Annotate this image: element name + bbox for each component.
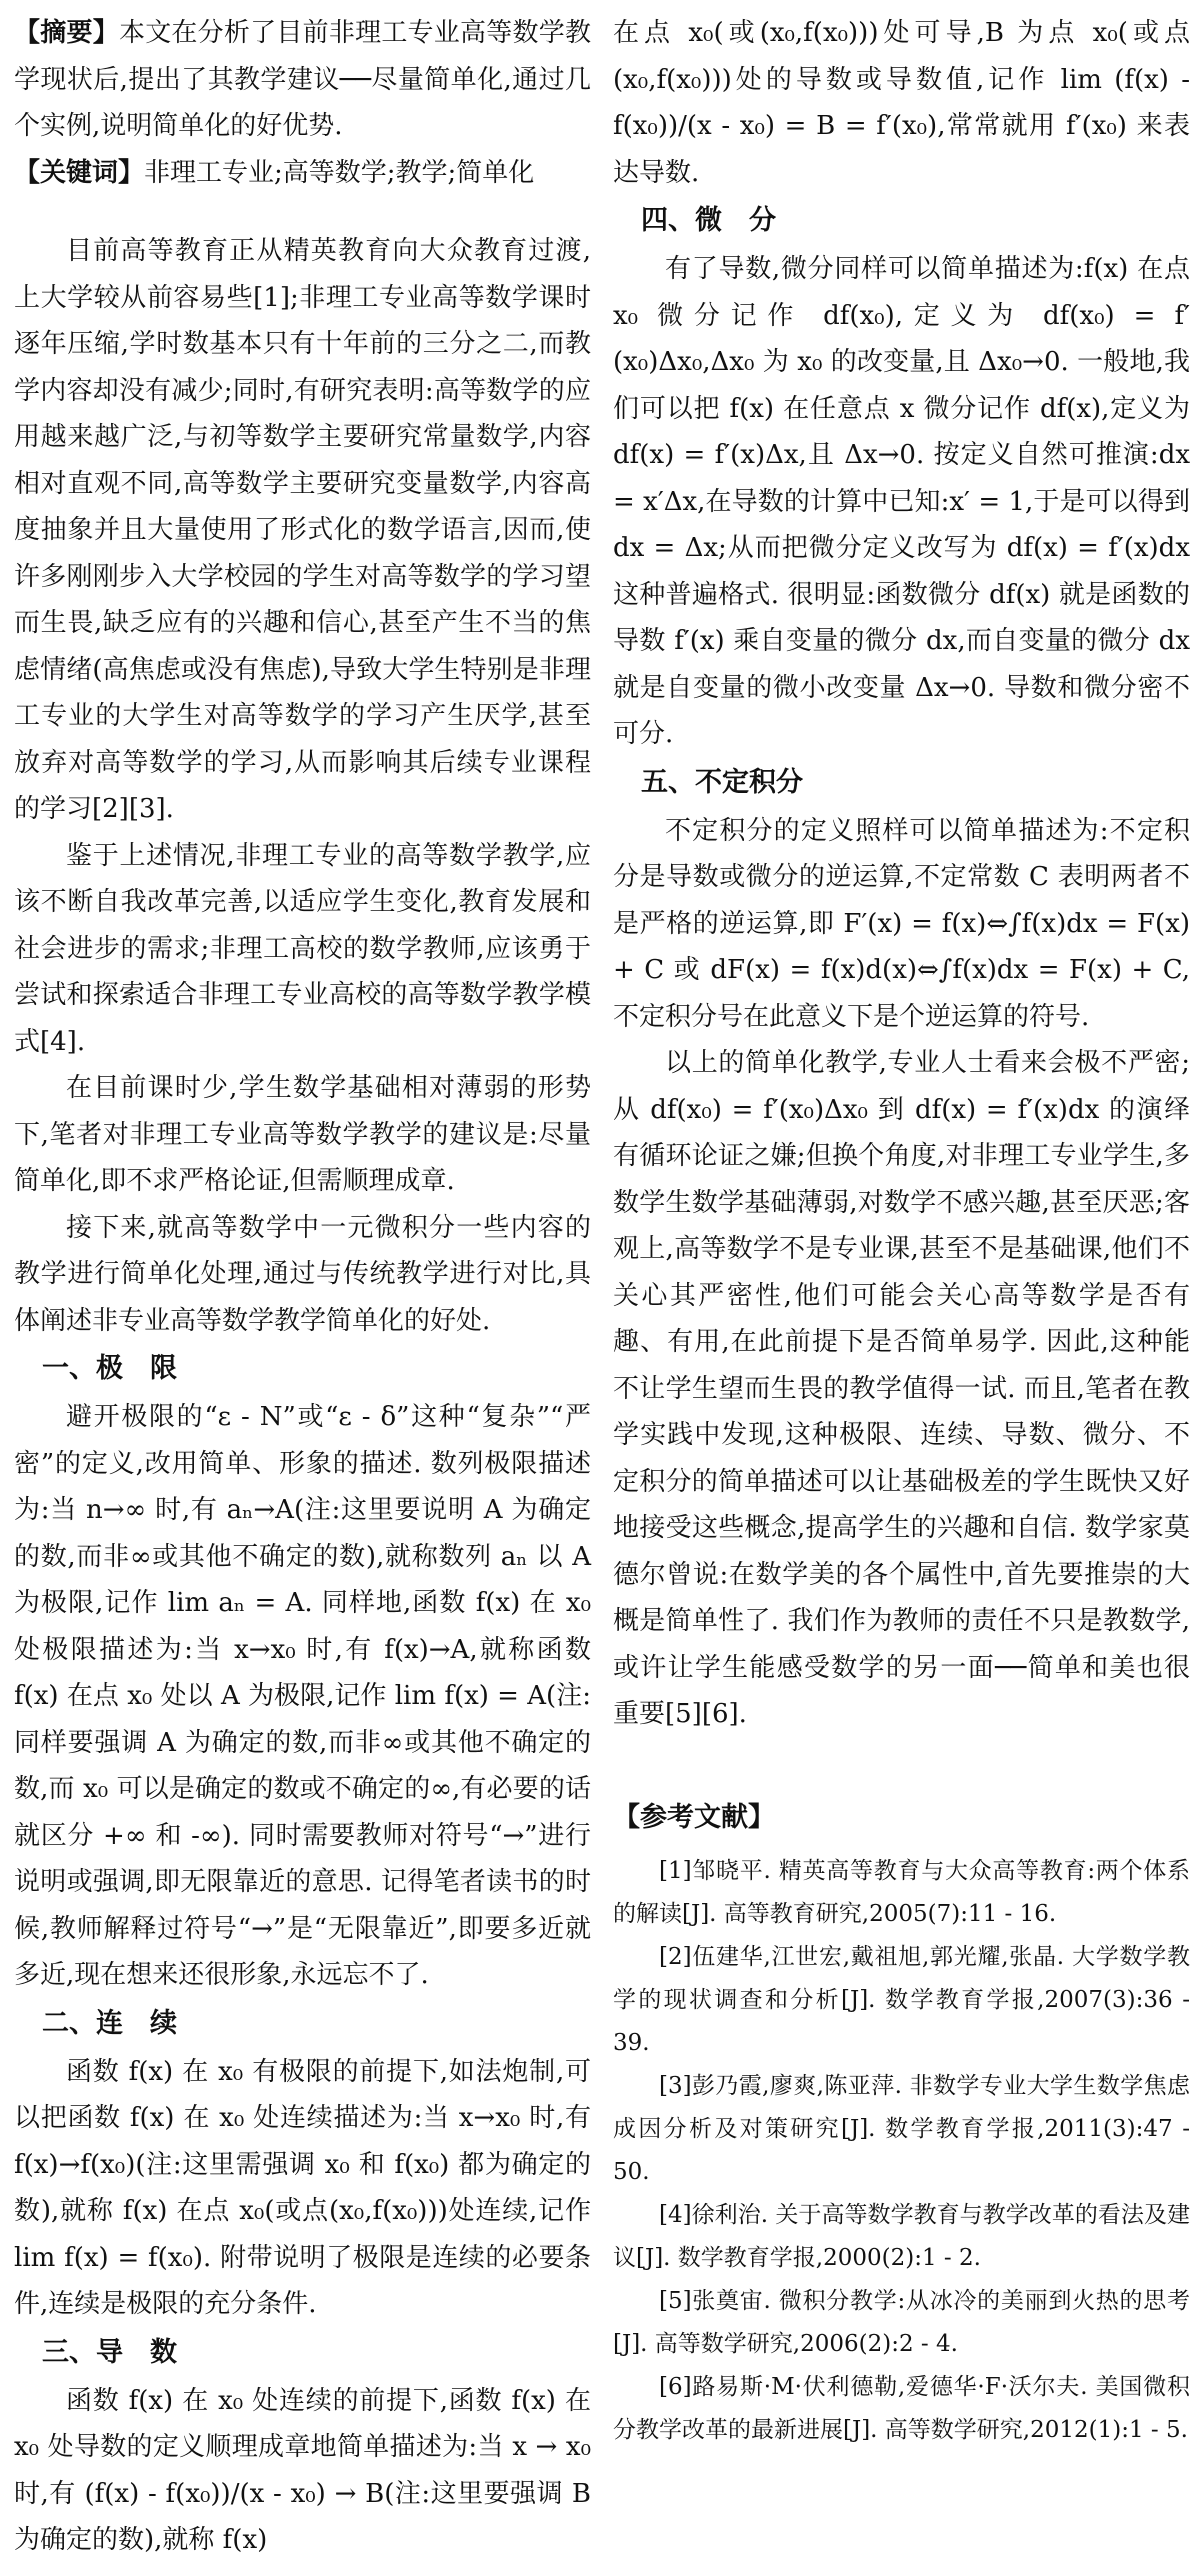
body-paragraph: 接下来,就高等数学中一元微积分一些内容的教学进行简单化处理,通过与传统教学进行对比,具体阐述非专业高等数学教学简单化的好处. <box>14 1212 591 1336</box>
reference-item: [3]彭乃霞,廖爽,陈亚萍. 非数学专业大学生数学焦虑成因分析及对策研究[J]. 数学教育学报,2011(3):47 - 50. <box>613 2072 1190 2185</box>
keywords-label: 【关键词】 <box>14 157 145 188</box>
body-paragraph: 有了导数,微分同样可以简单描述为:f(x) 在点 x₀ 微分记作 df(x₀),定义为 df(x₀) = f′(x₀)Δx₀,Δx₀ 为 x₀ 的改变量,且 Δx₀→0. 一般地,我们可以把 f(x) 在任意点 x 微分记作 df(x),定义为 df(x) = f′(x)Δx,且 Δx→0. 按定义自然可推演:dx = x′Δx,在导数的计算中已知:x′ = 1,于是可以得到 dx = Δx;从而把微分定义改写为 df(x) = f′(x)dx 这种普遍格式. 很明显:函数微分 df(x) 就是函数的导数 f′(x) 乘自变量的微分 dx,而自变量的微分 dx 就是自变量的微小改变量 Δx→0. 导数和微分密不可分. <box>613 254 1190 749</box>
body-paragraph-continued: 在点 x₀(或(x₀,f(x₀)))处可导,B 为点 x₀(或点(x₀,f(x₀)))处的导数或导数值,记作 lim (f(x) - f(x₀))/(x - x₀) = B = f′(x₀),常常就用 f′(x₀) 来表达导数. <box>613 18 1190 188</box>
section-heading-derivative: 三、导 数 <box>42 2336 177 2368</box>
references-list <box>613 1850 1190 2452</box>
abstract <box>14 10 591 150</box>
body-paragraph: 目前高等教育正从精英教育向大众教育过渡,上大学较从前容易些[1];非理工专业高等数学课时逐年压缩,学时数基本只有十年前的三分之二,而教学内容却没有减少;同时,有研究表明:高等数学的应用越来越广泛,与初等数学主要研究常量数学,内容相对直观不同,高等数学主要研究变量数学,内容高度抽象并且大量使用了形式化的数学语言,因而,使许多刚刚步入大学校园的学生对高等数学的学习望而生畏,缺乏应有的兴趣和信心,甚至产生不当的焦虑情绪(高焦虑或没有焦虑),导致大学生特别是非理工专业的大学生对高等数学的学习产生厌学,甚至放弃对高等数学的学习,从而影响其后续专业课程的学习[2][3]. <box>14 236 591 824</box>
abstract-label: 【摘要】 <box>14 18 119 48</box>
body-paragraph: 以上的简单化教学,专业人士看来会极不严密;从 df(x₀) = f′(x₀)Δx₀ 到 df(x) = f′(x)dx 的演绎有循环论证之嫌;但换个角度,对非理工专业学生,多数学生数学基础薄弱,对数学不感兴趣,甚至厌恶;客观上,高等数学不是专业课,甚至不是基础课,他们不关心其严密性,他们可能会关心高等数学是否有趣、有用,在此前提下是否简单易学. 因此,这种能不让学生望而生畏的教学值得一试. 而且,笔者在教学实践中发现,这种极限、连续、导数、微分、不定积分的简单描述可以让基础极差的学生既快又好地接受这些概念,提高学生的兴趣和自信. 数学家莫德尔曾说:在数学美的各个属性中,首先要推崇的大概是简单性了. 我们作为教师的责任不只是教数学,或许让学生能感受数学的另一面──简单和美也很重要[5][6]. <box>613 1048 1190 1729</box>
keywords <box>14 150 591 197</box>
section-heading-continuity: 二、连 续 <box>42 2007 177 2039</box>
reference-item: [6]路易斯·M·伏利德勒,爱德华·F·沃尔夫. 美国微积分教学改革的最新进展[J]. 高等数学研究,2012(1):1 - 5. <box>613 2373 1190 2443</box>
reference-item: [5]张奠宙. 微积分教学:从冰冷的美丽到火热的思考[J]. 高等数学研究,2006(2):2 - 4. <box>613 2287 1190 2357</box>
body-paragraph: 在目前课时少,学生数学基础相对薄弱的形势下,笔者对非理工专业高等数学教学的建议是:尽量简单化,即不求严格论证,但需顺理成章. <box>14 1073 591 1196</box>
right-column <box>613 10 1190 2443</box>
references-title: 【参考文献】 <box>613 1801 775 1833</box>
section-heading-limit: 一、极 限 <box>42 1353 177 1384</box>
body-paragraph: 鉴于上述情况,非理工专业的高等数学教学,应该不断自我改革完善,以适应学生变化,教育发展和社会进步的需求;非理工高校的数学教师,应该勇于尝试和探索适合非理工专业高校的高等数学教学模式[4]. <box>14 840 591 1057</box>
keywords-text: 非理工专业;高等数学;教学;简单化 <box>144 157 535 188</box>
left-column <box>14 10 591 2555</box>
body-paragraph: 函数 f(x) 在 x₀ 有极限的前提下,如法炮制,可以把函数 f(x) 在 x₀ 处连续描述为:当 x→x₀ 时,有 f(x)→f(x₀)(注:这里需强调 x₀ 和 f(x₀) 都为确定的数),就称 f(x) 在点 x₀(或点(x₀,f(x₀)))处连续,记作 lim f(x) = f(x₀). 附带说明了极限是连续的必要条件,连续是极限的充分条件. <box>14 2056 591 2319</box>
reference-item: [4]徐利治. 关于高等数学教育与教学改革的看法及建议[J]. 数学教育学报,2000(2):1 - 2. <box>613 2201 1190 2271</box>
abstract-text: 本文在分析了目前非理工专业高等数学教学现状后,提出了其教学建议──尽量简单化,通过几个实例,说明简单化的好优势. <box>14 18 591 141</box>
body-paragraph: 不定积分的定义照样可以简单描述为:不定积分是导数或微分的逆运算,不定常数 C 表明两者不是严格的逆运算,即 F′(x) = f(x)⇔∫f(x)dx = F(x) + C 或 dF(x) = f(x)d(x)⇔∫f(x)dx = F(x) + C,不定积分号在此意义下是个逆运算的符号. <box>613 815 1190 1032</box>
section-heading-differential: 四、微 分 <box>641 205 776 236</box>
reference-item: [2]伍建华,江世宏,戴祖旭,郭光耀,张晶. 大学数学教学的现状调查和分析[J]. 数学教育学报,2007(3):36 - 39. <box>613 1943 1190 2056</box>
body-paragraph: 避开极限的“ε - N”或“ε - δ”这种“复杂”“严密”的定义,改用简单、形象的描述. 数列极限描述为:当 n→∞ 时,有 aₙ→A(注:这里要说明 A 为确定的数,而非∞或其他不确定的数),就称数列 aₙ 以 A 为极限,记作 lim aₙ = A. 同样地,函数 f(x) 在 x₀ 处极限描述为:当 x→x₀ 时,有 f(x)→A,就称函数 f(x) 在点 x₀ 处以 A 为极限,记作 lim f(x) = A(注:同样要强调 A 为确定的数,而非∞或其他不确定的数,而 x₀ 可以是确定的数或不确定的∞,有必要的话就区分 +∞ 和 -∞). 同时需要教师对符号“→”进行说明或强调,即无限靠近的意思. 记得笔者读书的时候,教师解释过符号“→”是“无限靠近”,即要多近就多近,现在想来还很形象,永远忘不了. <box>14 1402 591 1990</box>
reference-item: [1]邹晓平. 精英高等教育与大众高等教育:两个体系的解读[J]. 高等教育研究,2005(7):11 - 16. <box>613 1857 1190 1927</box>
body-paragraph: 函数 f(x) 在 x₀ 处连续的前提下,函数 f(x) 在 x₀ 处导数的定义顺理成章地简单描述为:当 x → x₀ 时,有 (f(x) - f(x₀))/(x - x₀) → B(注:这里要强调 B 为确定的数),就称 f(x) <box>14 2385 591 2555</box>
section-heading-indefinite-integral: 五、不定积分 <box>641 766 803 798</box>
